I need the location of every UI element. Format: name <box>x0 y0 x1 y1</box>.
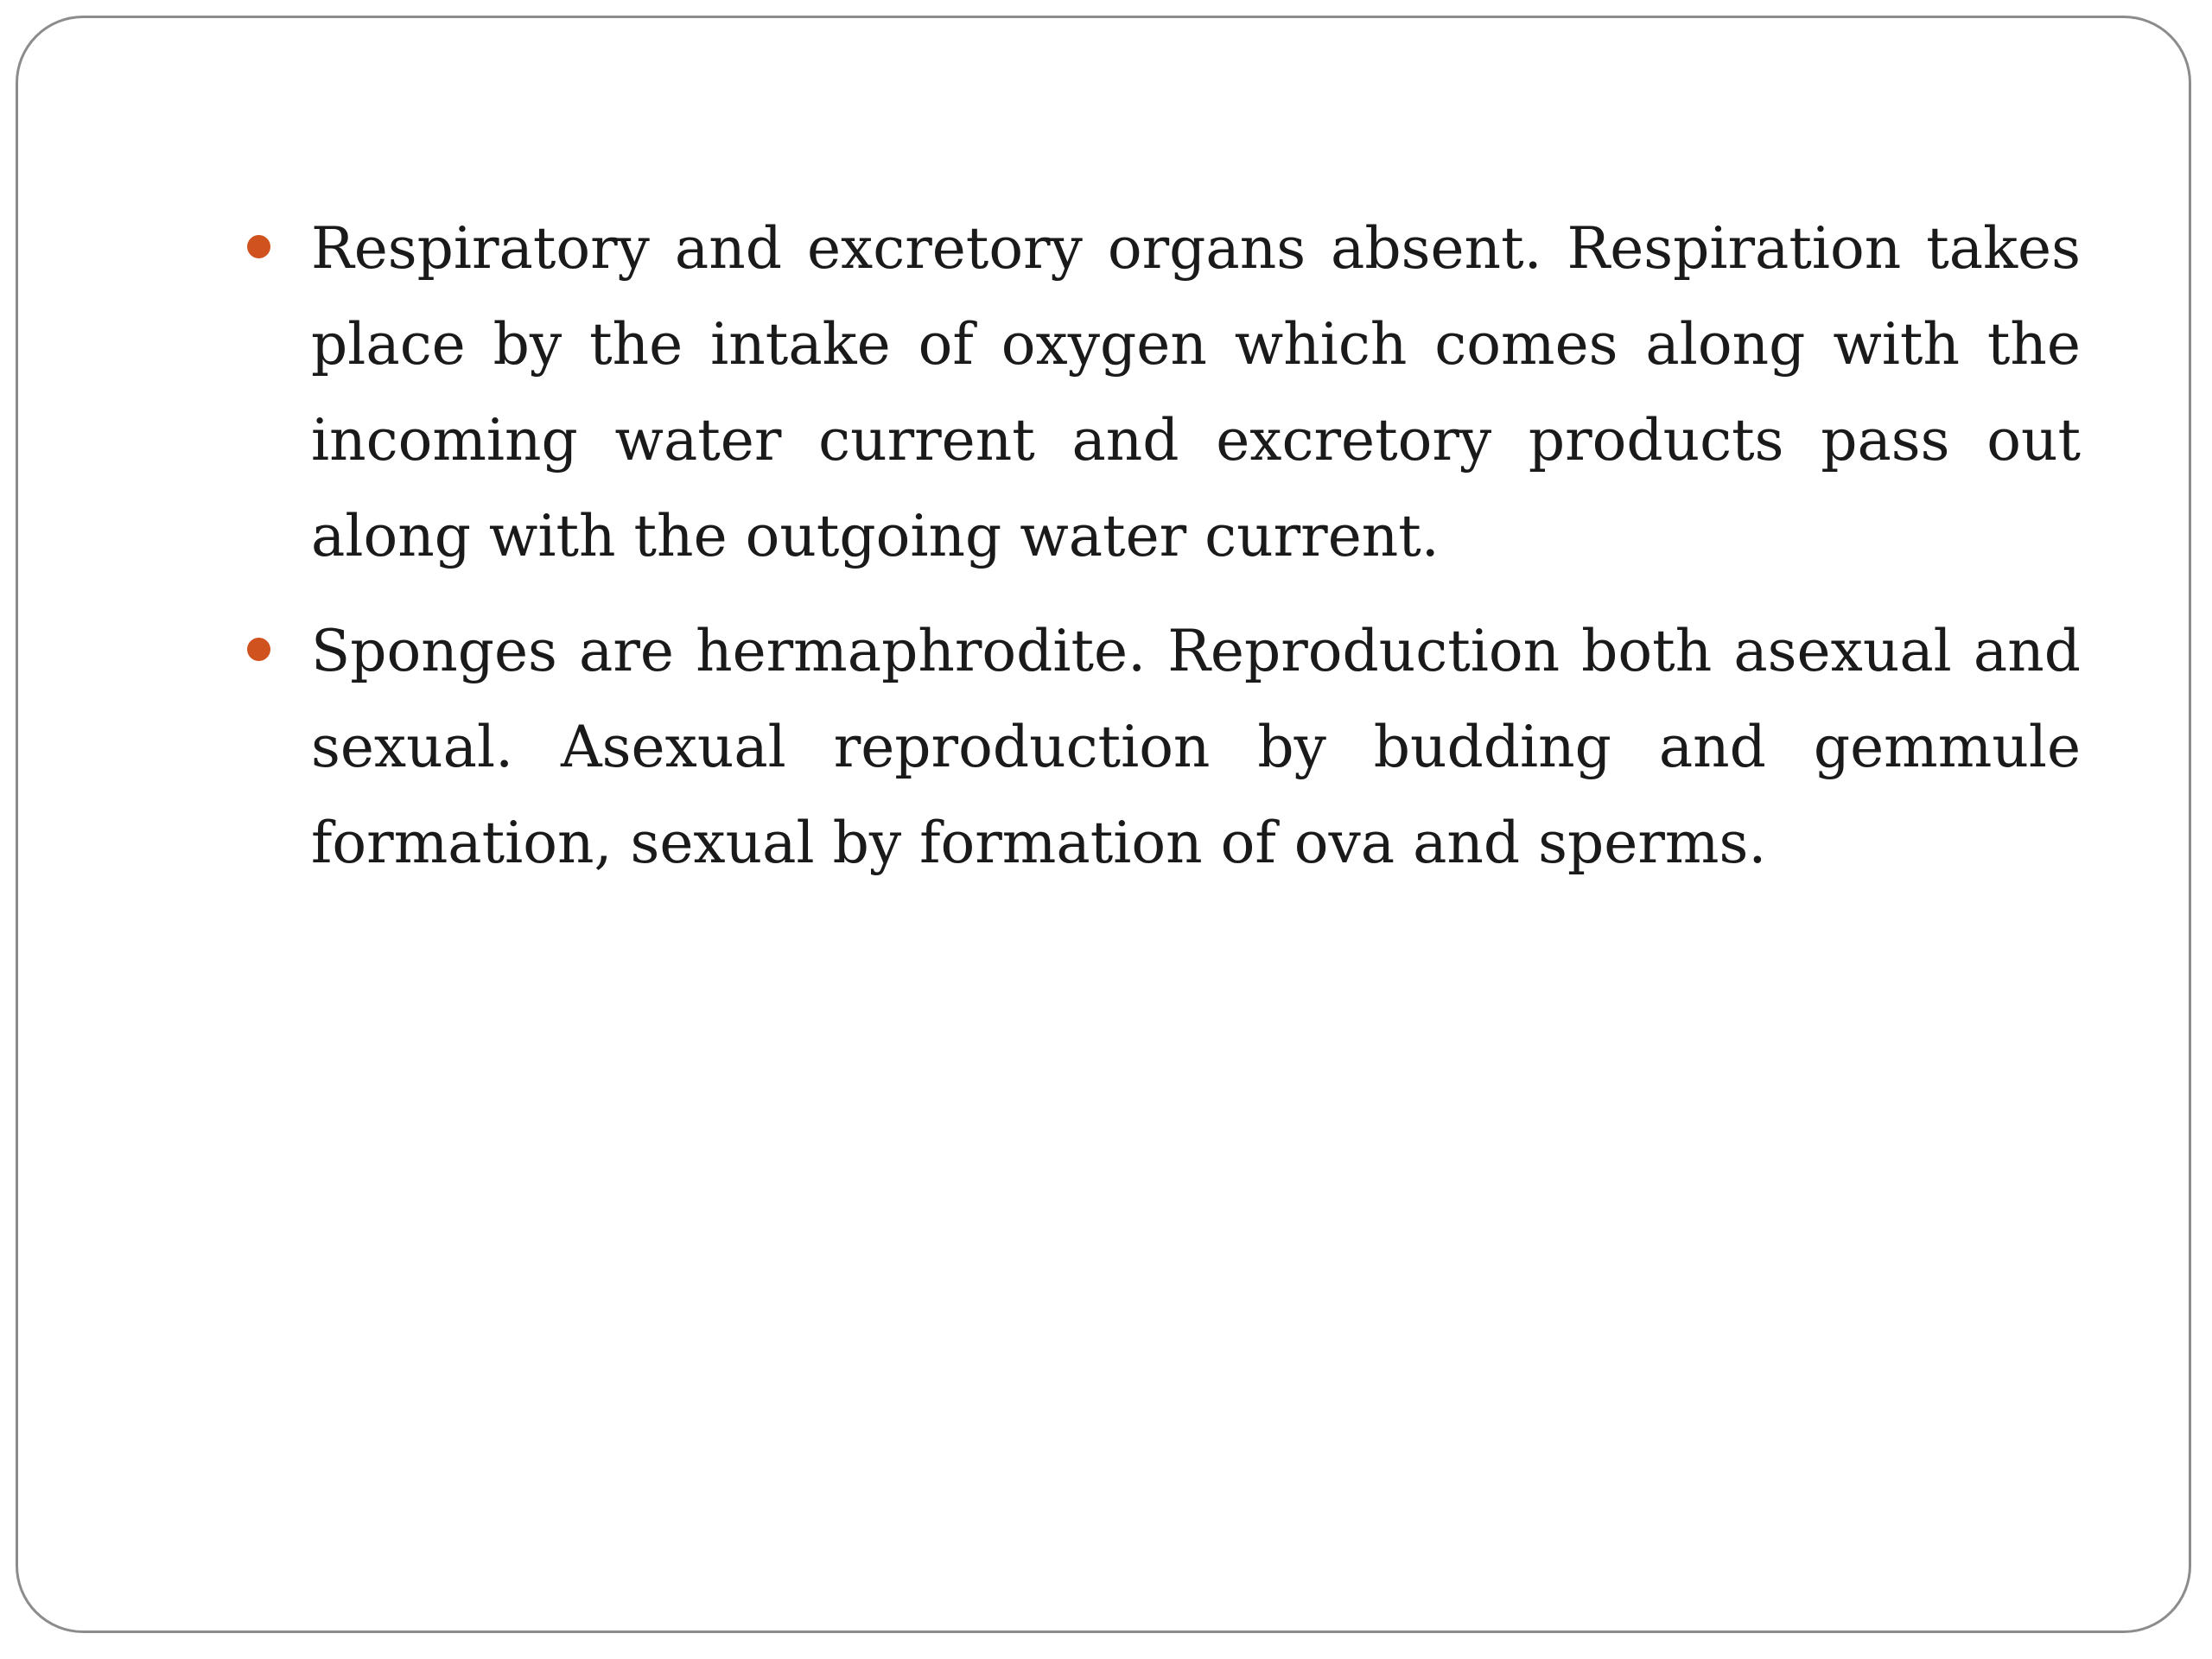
bullet-item-respiration <box>244 200 2081 584</box>
bullet-text: Sponges are hermaphrodite. Reproduction both asexual and sexual. Asexual reproduction by budding and gemmule formation, sexual by formation of ova and sperms. <box>311 618 2081 876</box>
bullet-icon <box>247 638 270 661</box>
bullet-list <box>244 200 2081 910</box>
bullet-icon <box>247 235 270 258</box>
bullet-text: Respiratory and excretory organs absent. Respiration takes place by the intake of oxygen which comes along with the incoming water current and excretory products pass out along with the outgoing water current. <box>311 215 2081 569</box>
bullet-item-reproduction <box>244 603 2081 891</box>
